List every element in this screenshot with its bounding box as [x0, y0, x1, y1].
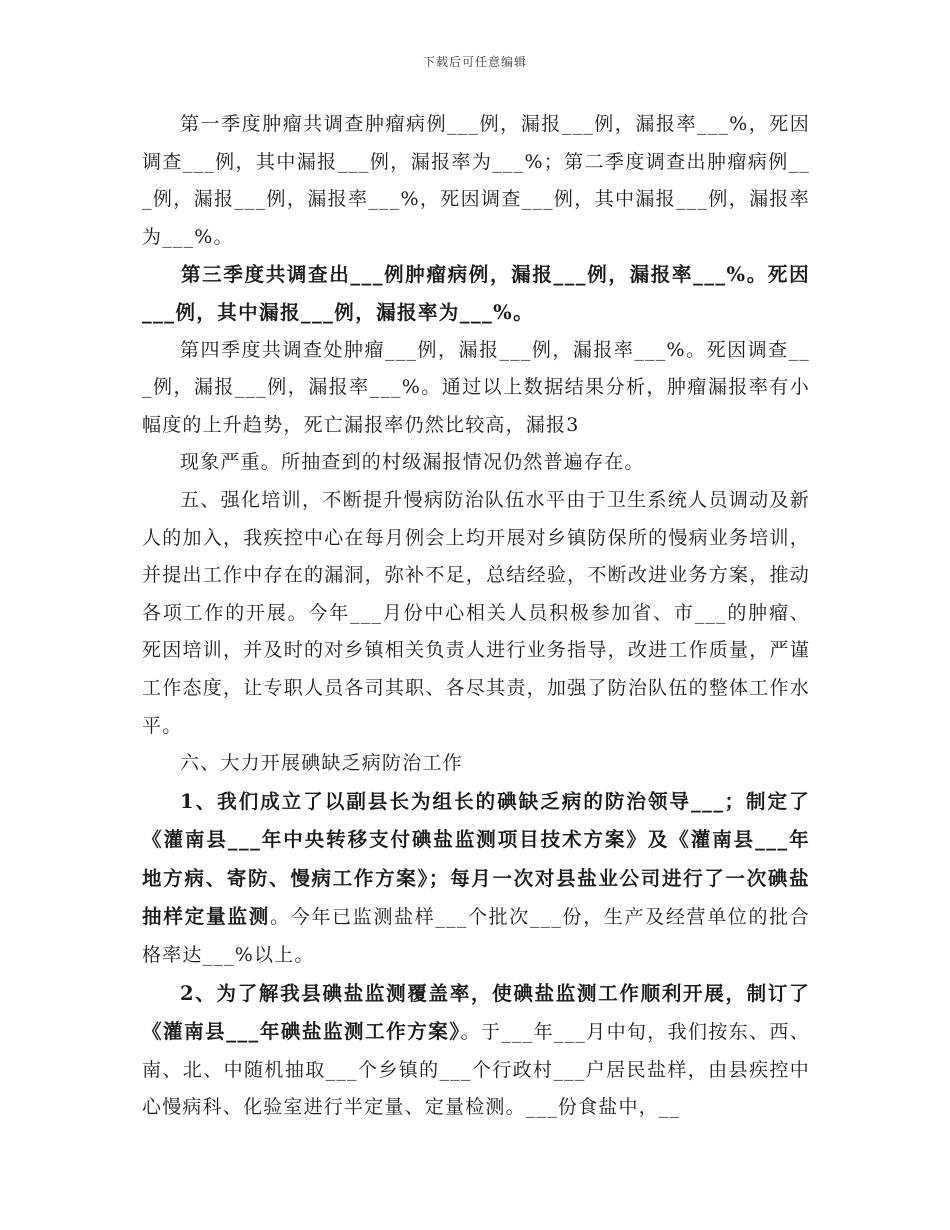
- document-body: [142, 106, 810, 1127]
- paragraph-section-five-training: 五、强化培训，不断提升慢病防治队伍水平由于卫生系统人员调动及新人的加入，我疾控中心在每月例会上均开展对乡镇防保所的慢病业务培训，并提出工作中存在的漏洞，弥补不足，总结经验，不断改进业务方案，推动各项工作的开展。今年___月份中心相关人员积极参加省、市___的肿瘤、死因培训，并及时的对乡镇相关负责人进行业务指导，改进工作质量，严谨工作态度，让专职人员各司其职、各尽其责，加强了防治队伍的整体工作水平。: [142, 488, 810, 737]
- item-one-normal-text: 。今年已监测盐样___个批次___份，生产及经营单位的批合格率达___%以上。: [142, 906, 810, 967]
- paragraph-q4: 第四季度共调查处肿瘤___例，漏报___例，漏报率___%。死因调查___例，漏报___例，漏报率___%。通过以上数据结果分析，肿瘤漏报率有小幅度的上升趋势，死亡漏报率仍然比较高，漏报3: [142, 338, 810, 436]
- paragraph-item-two: [142, 975, 810, 1127]
- item-two-normal-text: 。于___年___月中旬，我们按东、西、南、北、中随机抽取___个乡镇的___个行政村___户居民盐样，由县疾控中心慢病科、化验室进行半定量、定量检测。___份食盐中，__: [142, 1021, 810, 1119]
- paragraph-item-one: [142, 783, 810, 975]
- item-two-bold-text: 2、为了解我县碘盐监测覆盖率，使碘盐监测工作顺利开展，制订了《灌南县___年碘盐监测工作方案》: [142, 981, 810, 1044]
- paragraph-omission-status: 现象严重。所抽查到的村级漏报情况仍然普遍存在。: [180, 451, 645, 474]
- paragraph-q1-q2: 第一季度肿瘤共调查肿瘤病例___例，漏报___例，漏报率___%，死因调查___例，其中漏报___例，漏报率为___%；第二季度调查出肿瘤病例___例，漏报___例，漏报率___%，死因调查___例，其中漏报___例，漏报率为___%。: [142, 113, 810, 248]
- item-one-bold-text: 1、我们成立了以副县长为组长的碘缺乏病的防治领导___；制定了《灌南县___年中央转移支付碘盐监测项目技术方案》及《灌南县___年地方病、寄防、慢病工作方案》；每月一次对县盐业公司进行了一次碘盐抽样定量监测: [142, 789, 810, 929]
- section-six-heading: 六、大力开展碘缺乏病防治工作: [180, 752, 463, 775]
- paragraph-q3: 第三季度共调查出___例肿瘤病例，漏报___例，漏报率___%。死因___例，其中漏报___例，漏报率为___%。: [142, 263, 810, 324]
- page-header: 下载后可任意编辑: [422, 55, 527, 69]
